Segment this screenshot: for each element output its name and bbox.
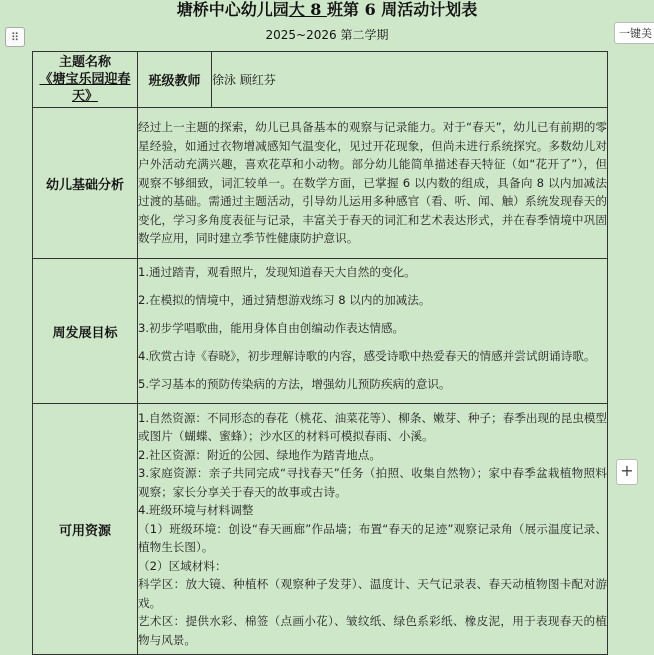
goal-item: 4.欣赏古诗《春晓》，初步理解诗歌的内容，感受诗歌中热爱春天的情感并尝试朗诵诗歌。 — [138, 349, 596, 363]
resource-item: 2.社区资源：附近的公园、绿地作为踏青地点。 — [138, 447, 381, 462]
resource-item: （1）班级环境：创设“春天画廊”作品墙；布置“春天的足迹”观察记录角（展示温度记录、植物生长图）。 — [138, 521, 607, 555]
resource-item: 3.家庭资源：亲子共同完成“寻找春天”任务（拍照、收集自然物）；家中春季盆栽植物照料观察；家长分享关于春天的故事或古诗。 — [138, 466, 607, 499]
goal-item: 3.初步学唱歌曲，能用身体自由创编动作表达情感。 — [138, 321, 405, 335]
teacher-names[interactable]: 徐泳 顾红芬 — [212, 52, 608, 108]
theme-cell[interactable] — [33, 52, 138, 108]
goals-cell[interactable] — [138, 259, 608, 404]
add-row-icon[interactable]: + — [616, 459, 638, 485]
basis-label: 幼儿基础分析 — [33, 108, 138, 259]
resource-item: 艺术区：提供水彩、棉签（点画小花）、皱纹纸、绿色系彩纸、橡皮泥，用于表现春天的植物与风景。 — [138, 614, 607, 647]
teacher-label: 班级教师 — [138, 52, 212, 108]
goals-label: 周发展目标 — [33, 259, 138, 404]
theme-value: 《塘宝乐园迎春天》 — [39, 72, 131, 104]
title-class-number[interactable]: 大 8 — [288, 0, 327, 19]
resources-row — [33, 404, 608, 655]
resources-label: 可用资源 — [33, 404, 138, 655]
basis-row — [33, 108, 608, 259]
resource-item: （2）区域材料： — [138, 558, 227, 573]
resource-item: 科学区：放大镜、种植杯（观察种子发芽）、温度计、天气记录表、春天动植物图卡配对游戏。 — [138, 577, 607, 610]
weekly-plan-table — [32, 51, 608, 655]
header-row — [33, 52, 608, 108]
table-drag-handle-icon[interactable]: ⠿ — [5, 27, 25, 47]
title-suffix: 班第 6 周活动计划表 — [327, 0, 478, 19]
term-subtitle: 2025~2026 第二学期 — [265, 28, 389, 42]
one-key-beautify-button[interactable]: 一键美 — [614, 22, 654, 44]
theme-label: 主题名称 — [58, 55, 111, 70]
resource-item: 1.自然资源：不同形态的春花（桃花、油菜花等）、柳条、嫩芽、种子；春季出现的昆虫模型或图片（蝴蝶、蜜蜂）；沙水区的材料可模拟春雨、小溪。 — [138, 410, 608, 444]
title-prefix: 塘桥中心幼儿园 — [176, 0, 289, 19]
goal-item: 2.在模拟的情境中，通过猜想游戏练习 8 以内的加减法。 — [138, 293, 431, 307]
goal-item: 5.学习基本的预防传染病的方法，增强幼儿预防疾病的意识。 — [138, 377, 451, 391]
goal-item: 1.通过踏青，观看照片，发现知道春天大自然的变化。 — [138, 265, 416, 279]
resource-item: 4.班级环境与材料调整 — [138, 503, 254, 518]
document-title — [0, 0, 654, 20]
goals-row — [33, 259, 608, 404]
basis-text[interactable]: 经过上一主题的探索，幼儿已具备基本的观察与记录能力。对于“春天”，幼儿已有前期的零星经验，如通过衣物增减感知气温变化，见过开花现象，但尚未进行系统探究。多数幼儿对户外活动充满兴趣，喜欢花草和小动物。部分幼儿能简单描述春天特征（如“花开了”），但观察不够细致，词汇较单一。在数学方面，已掌握 6 以内数的组成，具备向 8 以内加减法过渡的基础。需通过主题活动，引导幼儿运用多种感官（看、听、闻、触）系统发现春天的变化，学习多角度表征与记录，丰富关于春天的词汇和艺术表达形式，并在春季情境中巩固数学应用，同时建立季节性健康防护意识。 — [138, 108, 608, 259]
resources-cell[interactable] — [138, 404, 608, 655]
